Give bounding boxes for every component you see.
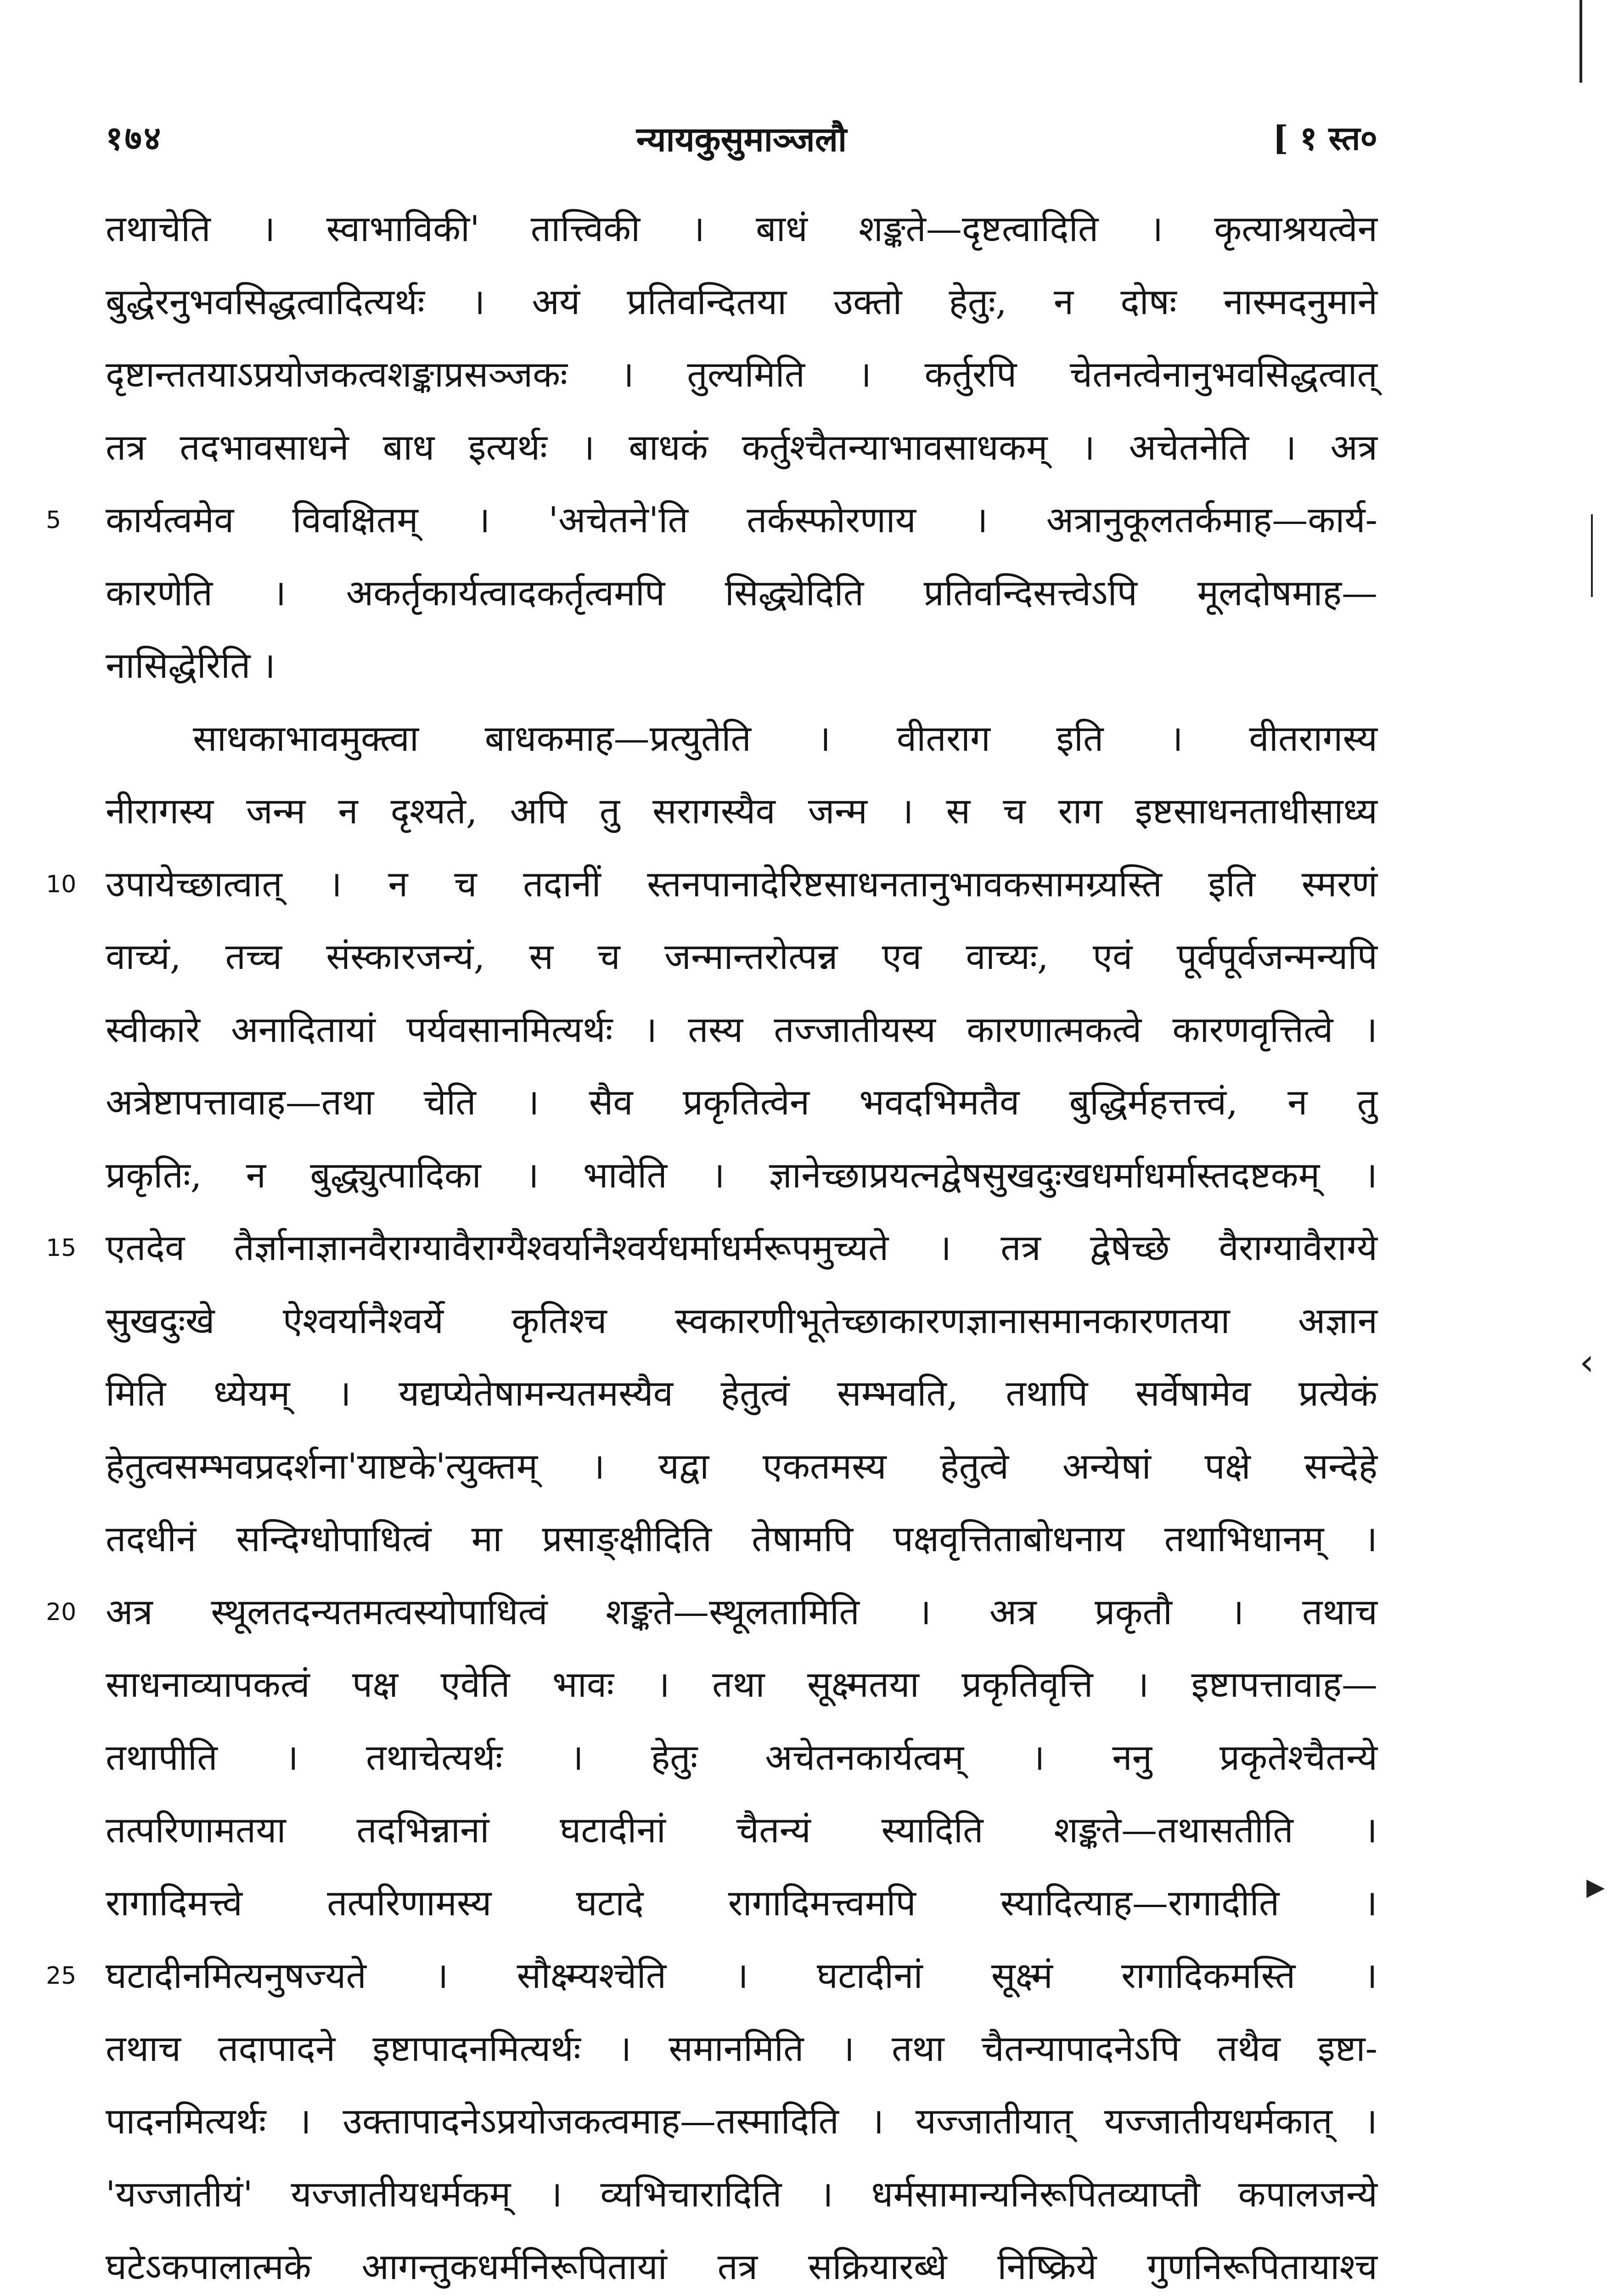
text-line — [106, 703, 1377, 776]
line-text: दृष्टान्ततयाऽप्रयोजकत्वशङ्काप्रसञ्जकः । तुल्यमिति । कर्तुरपि चेतनत्वेनानुभवसिद्धत्वात् — [106, 354, 1377, 395]
text-line — [106, 1066, 1377, 1139]
line-text: हेतुत्वसम्भवप्रदर्शना'याष्टके'त्युक्तम् । यद्वा एकतमस्य हेतुत्वे अन्येषां पक्षे सन्देहे — [106, 1446, 1377, 1487]
scan-edge-shadow — [1579, 0, 1582, 83]
text-line — [106, 411, 1377, 484]
text-line — [106, 1430, 1377, 1503]
text-line — [46, 1576, 1377, 1649]
line-text: पादनमित्यर्थः । उक्तापादनेऽप्रयोजकत्वमाह—तस्मादिति । यज्जातीयात् यज्जातीयधर्मकात् । — [106, 2101, 1377, 2142]
text-line — [106, 1357, 1377, 1430]
line-text: प्रकृतिः, न बुद्ध्युत्पादिका । भावेति । ज्ञानेच्छाप्रयत्नद्वेषसुखदुःखधर्माधर्मास्तदष्टकम् । — [106, 1154, 1377, 1196]
line-text: बुद्धेरनुभवसिद्धत्वादित्यर्थः । अयं प्रतिवन्दितया उक्तो हेतुः, न दोषः नास्मदनुमाने — [106, 281, 1377, 323]
text-line — [106, 193, 1377, 266]
line-text: घटेऽकपालात्मके आगन्तुकधर्मनिरूपितायां तत्र सक्रियारब्धे निष्क्रिये गुणनिरूपितायाश्च — [106, 2246, 1377, 2288]
text-line — [106, 1503, 1377, 1576]
section-marker: [ १ स्त० — [1272, 118, 1377, 158]
line-text: 'यज्जातीयं' यज्जातीयधर्मकम् । व्यभिचारादिति । धर्मसामान्यनिरूपितव्याप्तौ कपालजन्ये — [106, 2173, 1377, 2215]
text-line — [106, 1285, 1377, 1358]
line-text: तथाचेति । स्वाभाविकी' तात्त्विकी । बाधं शङ्कते—दृष्टत्वादिति । कृत्याश्रयत्वेन — [106, 208, 1377, 250]
text-line — [106, 775, 1377, 848]
text-line — [106, 994, 1377, 1067]
text-line — [46, 1940, 1377, 2013]
scan-edge-mark: ‹ — [1579, 1341, 1594, 1384]
line-text: स्वीकारे अनादितायां पर्यवसानमित्यर्थः । तस्य तज्जातीयस्य कारणात्मकत्वे कारणवृत्तित्वे । — [106, 1009, 1377, 1051]
text-line — [106, 2013, 1377, 2086]
text-line — [106, 2231, 1377, 2296]
text-line — [106, 921, 1377, 994]
line-number: 5 — [46, 506, 62, 534]
text-line — [46, 1212, 1377, 1285]
line-text: रागादिमत्त्वे तत्परिणामस्य घटादे रागादिमत्त्वमपि स्यादित्याह—रागादीति । — [106, 1882, 1377, 1924]
text-line — [106, 1867, 1377, 1940]
line-text: साधकाभावमुक्त्वा बाधकमाह—प्रत्युतेति । वीतराग इति । वीतरागस्य — [193, 718, 1377, 760]
line-number: 10 — [46, 870, 77, 898]
line-text: तत्र तदभावसाधने बाध इत्यर्थः । बाधकं कर्तुश्चैतन्याभावसाधकम् । अचेतनेति । अत्र — [106, 427, 1377, 468]
page-number: १७४ — [106, 118, 163, 158]
line-text: वाच्यं, तच्च संस्कारजन्यं, स च जन्मान्तरोत्पन्न एव वाच्यः, एवं पूर्वपूर्वजन्मन्यपि — [106, 936, 1377, 978]
line-text: अत्रेष्टापत्तावाह—तथा चेति । सैव प्रकृतित्वेन भवदभिमतैव बुद्धिर्महत्तत्त्वं, न तु — [106, 1082, 1377, 1123]
line-text: तत्परिणामतया तदभिन्नानां घटादीनां चैतन्यं स्यादिति शङ्कते—तथासतीति । — [106, 1810, 1377, 1851]
text-line — [106, 2158, 1377, 2231]
page-header — [106, 115, 1377, 170]
text-line — [106, 1794, 1377, 1867]
line-text: मिति ध्येयम् । यद्यप्येतेषामन्यतमस्यैव हेतुत्वं सम्भवति, तथापि सर्वेषामेव प्रत्येकं — [106, 1373, 1377, 1414]
text-line — [106, 630, 1377, 703]
commentary-text — [46, 193, 1377, 2296]
line-number: 15 — [46, 1234, 77, 1262]
line-text: नासिद्धेरिति । — [106, 645, 275, 687]
scan-edge-shadow — [1591, 514, 1593, 597]
text-line — [106, 1139, 1377, 1212]
line-text: उपायेच्छात्वात् । न च तदानीं स्तनपानादेरिष्टसाधनतानुभावकसामग्र्यस्ति इति स्मरणं — [106, 863, 1377, 905]
text-line — [106, 1722, 1377, 1795]
line-text: सुखदुःखे ऐश्वर्यानैश्वर्ये कृतिश्च स्वकारणीभूतेच्छाकारणज्ञानासमानकारणतया अज्ञान — [106, 1300, 1377, 1342]
text-line — [106, 2085, 1377, 2158]
line-text: तथाच तदापादने इष्टापादनमित्यर्थः । समानमिति । तथा चैतन्यापादनेऽपि तथैव इष्टा- — [106, 2028, 1377, 2070]
text-line — [46, 484, 1377, 557]
line-text: नीरागस्य जन्म न दृश्यते, अपि तु सरागस्यैव जन्म । स च राग इष्टसाधनताधीसाध्य — [106, 791, 1377, 832]
text-line — [106, 266, 1377, 339]
text-line — [46, 848, 1377, 921]
line-text: कार्यत्वमेव विवक्षितम् । 'अचेतने'ति तर्कस्फोरणाय । अत्रानुकूलतर्कमाह—कार्य- — [106, 500, 1377, 541]
line-number: 25 — [46, 1962, 77, 1990]
line-text: कारणेति । अकर्तृकार्यत्वादकर्तृत्वमपि सिद्ध्येदिति प्रतिवन्दिसत्त्वेऽपि मूलदोषमाह— — [106, 572, 1377, 614]
line-text: घटादीनमित्यनुषज्यते । सौक्ष्म्यश्चेति । घटादीनां सूक्ष्मं रागादिकमस्ति । — [106, 1955, 1377, 1997]
text-line — [106, 1649, 1377, 1722]
text-line — [106, 557, 1377, 630]
running-title: न्यायकुसुमाञ्जलौ — [636, 120, 847, 159]
line-text: साधनाव्यापकत्वं पक्ष एवेति भावः । तथा सूक्ष्मतया प्रकृतिवृत्ति । इष्टापत्तावाह— — [106, 1664, 1377, 1705]
line-text: तदधीनं सन्दिग्धोपाधित्वं मा प्रसाङ्क्षीदिति तेषामपि पक्षवृत्तिताबोधनाय तथाभिधानम् । — [106, 1519, 1377, 1560]
text-line — [106, 338, 1377, 411]
line-text: अत्र स्थूलतदन्यतमत्वस्योपाधित्वं शङ्कते—स्थूलतामिति । अत्र प्रकृतौ । तथाच — [106, 1591, 1377, 1633]
line-number: 20 — [46, 1598, 77, 1626]
line-text: एतदेव तैर्ज्ञानाज्ञानवैराग्यावैराग्यैश्वर्यानैश्वर्यधर्माधर्मरूपमुच्यते । तत्र द्वेषेच्छे वैराग्यावैराग्ये — [106, 1227, 1377, 1269]
line-text: तथापीति । तथाचेत्यर्थः । हेतुः अचेतनकार्यत्वम् । ननु प्रकृतेश्चैतन्ये — [106, 1737, 1377, 1778]
scan-edge-mark: ▸ — [1586, 1864, 1605, 1907]
